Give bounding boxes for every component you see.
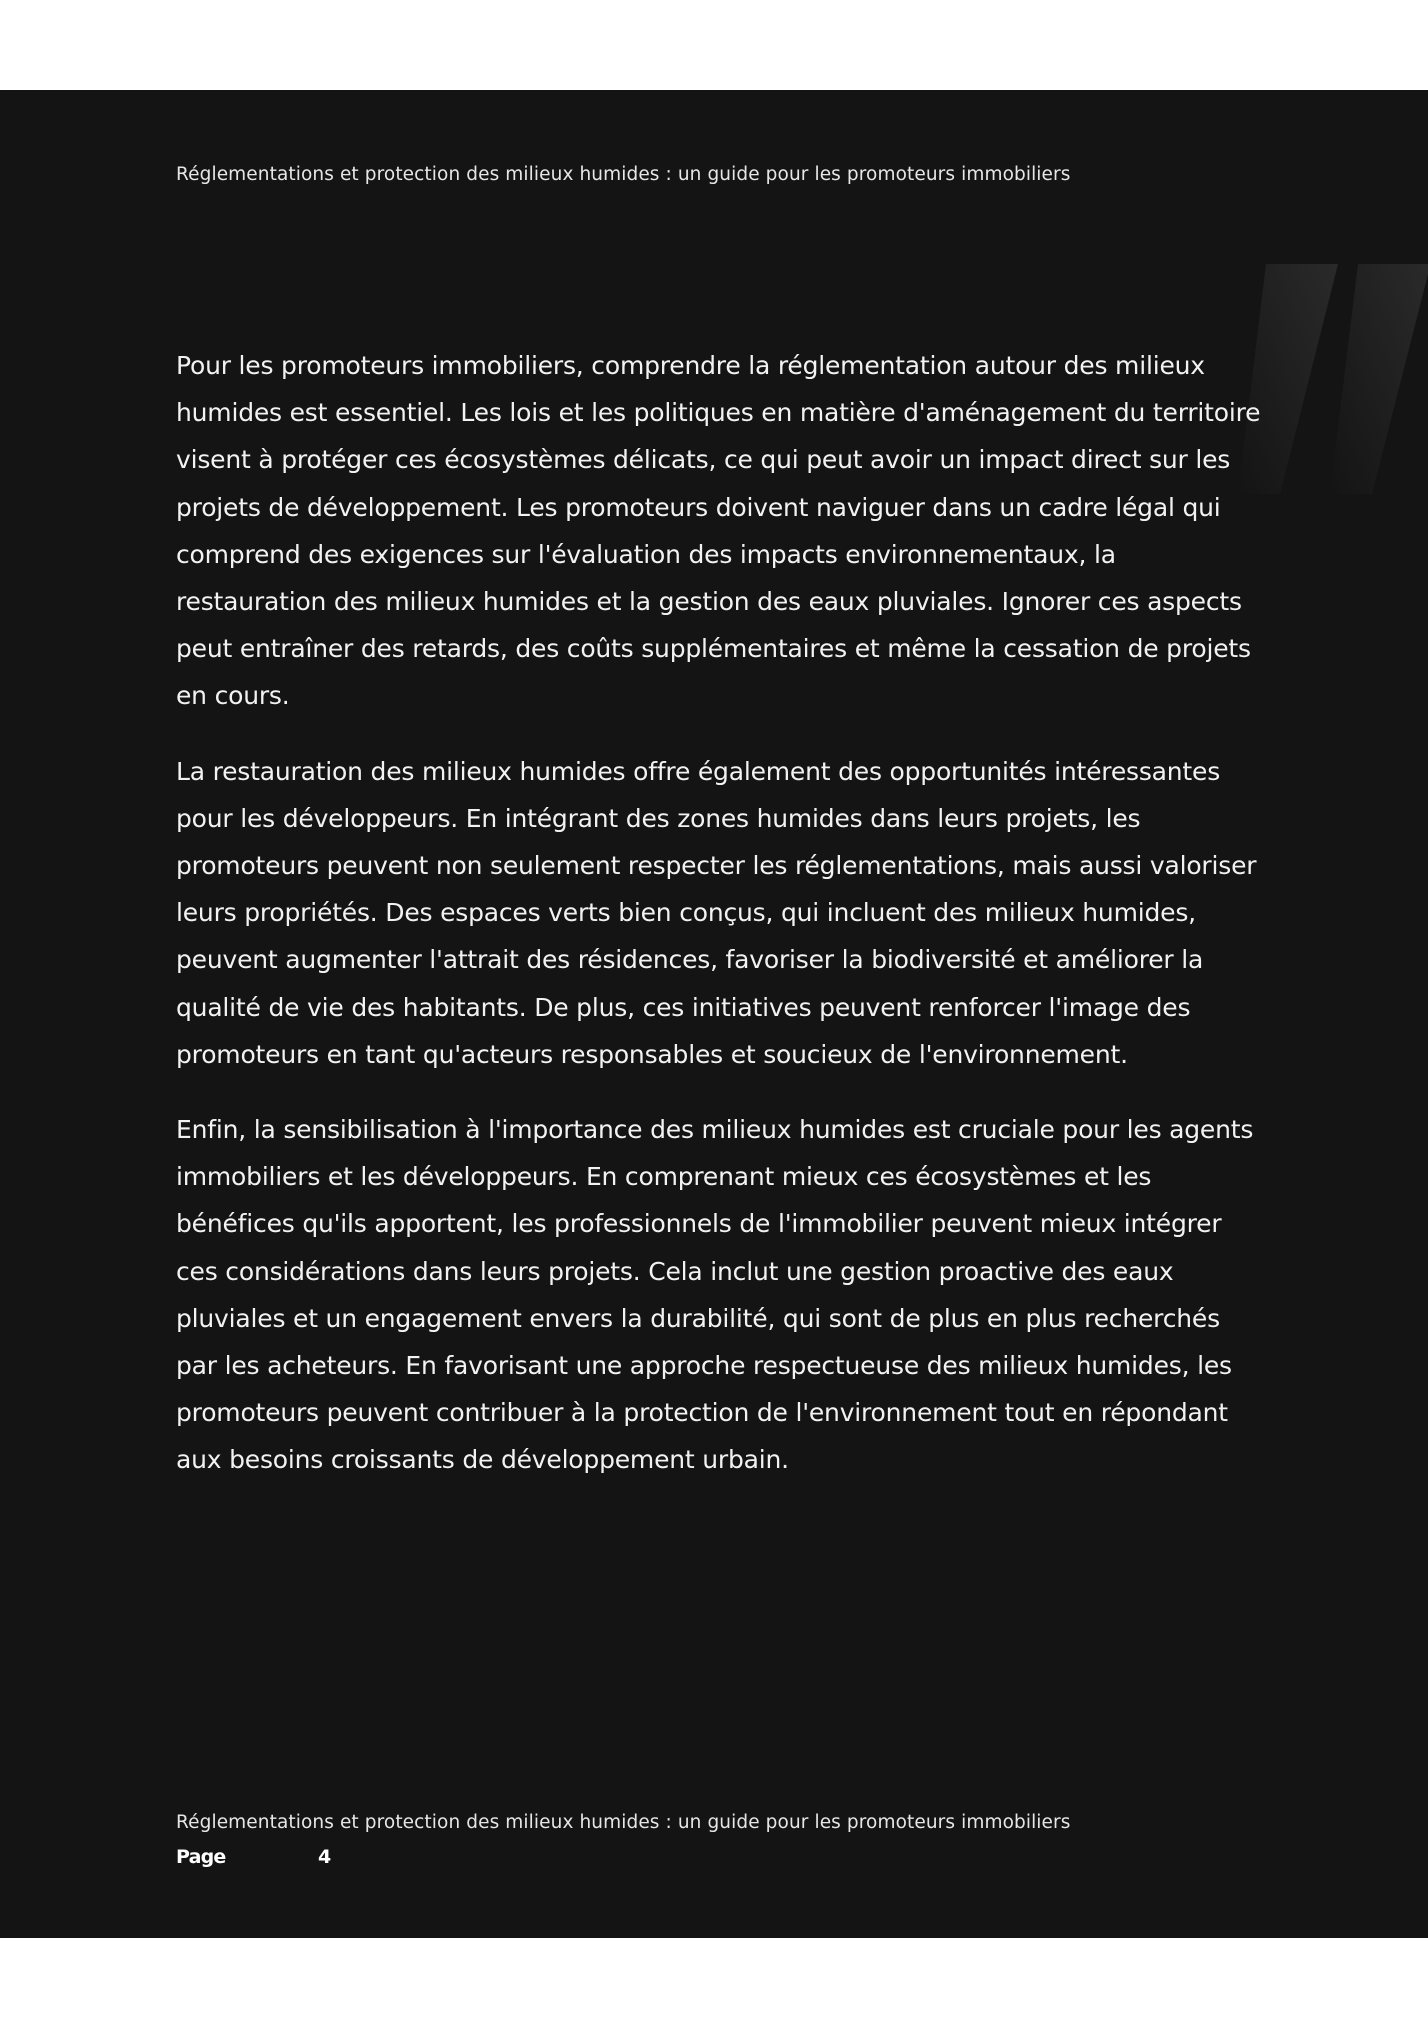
document-page [0,90,1428,1938]
paragraph: Enfin, la sensibilisation à l'importance des milieux humides est cruciale pour les agents immobiliers et les développeurs. En comprenant mieux ces écosystèmes et les bénéfices qu'ils apportent, les professionnels de l'immobilier peuvent mieux intégrer ces considérations dans leurs projets. Cela inclut une gestion proactive des eaux pluviales et un engagement envers la durabilité, qui sont de plus en plus recherchés par les acheteurs. En favorisant une approche respectueuse des milieux humides, les promoteurs peuvent contribuer à la protection de l'environnement tout en répondant aux besoins croissants de développement urbain. [176,1115,1254,1475]
paragraph: Pour les promoteurs immobiliers, comprendre la réglementation autour des milieux humides est essentiel. Les lois et les politiques en matière d'aménagement du territoire visent à protéger ces écosystèmes délicats, ce qui peut avoir un impact direct sur les projets de développement. Les promoteurs doivent naviguer dans un cadre légal qui comprend des exigences sur l'évaluation des impacts environnementaux, la restauration des milieux humides et la gestion des eaux pluviales. Ignorer ces aspects peut entraîner des retards, des coûts supplémentaires et même la cessation de projets en cours. [176,351,1261,711]
page-label: Page [176,1846,226,1868]
running-footer: Réglementations et protection des milieux humides : un guide pour les promoteurs immobiliers [176,1812,1071,1833]
paragraph: La restauration des milieux humides offre également des opportunités intéressantes pour les développeurs. En intégrant des zones humides dans leurs projets, les promoteurs peuvent non seulement respecter les réglementations, mais aussi valoriser leurs propriétés. Des espaces verts bien conçus, qui incluent des milieux humides, peuvent augmenter l'attrait des résidences, favoriser la biodiversité et améliorer la qualité de vie des habitants. De plus, ces initiatives peuvent renforcer l'image des promoteurs en tant qu'acteurs responsables et soucieux de l'environnement. [176,756,1257,1069]
page-number-row [176,1846,331,1868]
body-text [176,342,1261,1512]
page-number: 4 [318,1846,332,1868]
running-header: Réglementations et protection des milieux humides : un guide pour les promoteurs immobiliers [176,164,1071,185]
